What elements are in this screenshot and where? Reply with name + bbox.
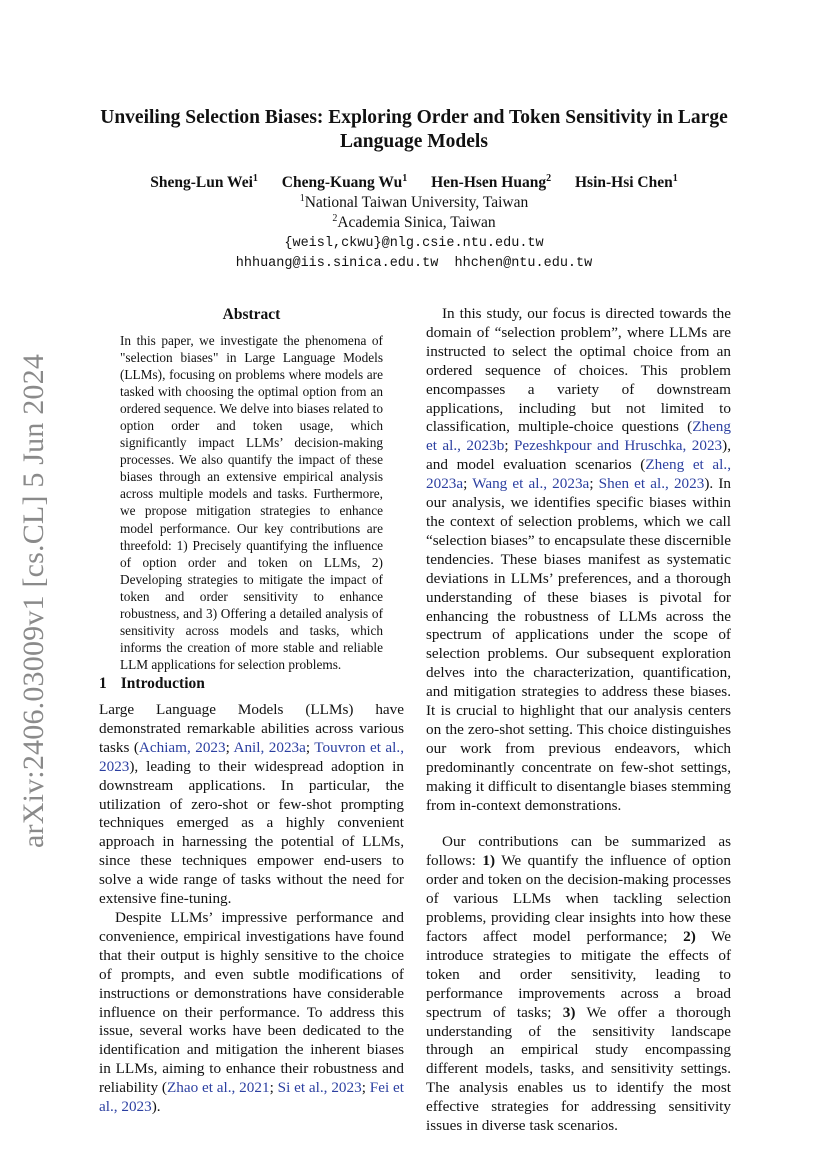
right-column-body bbox=[426, 305, 731, 1136]
author-list bbox=[80, 173, 748, 193]
citation-link[interactable]: Fei et al., 2023 bbox=[99, 1079, 404, 1116]
email: {weisl,ckwu}@nlg.csie.ntu.edu.tw bbox=[284, 236, 544, 251]
abstract-heading: Abstract bbox=[222, 306, 281, 323]
abstract-text: In this paper, we investigate the phenomena of "selection biases" in Large Language Models (LLMs), focusing on problems where models are tasked with choosing the optimal option from an ordered sequence. We delve into biases related to option order and token usage, which significantly impact LLMs’ decision-making processes. We also quantify the impact of these biases through an extensive empirical analysis across multiple models and tasks. Furthermore, we propose mitigation strategies to enhance model performance. Our key contributions are threefold: 1) Precisely quantifying the influence of option order and token on LLMs, 2) Developing strategies to mitigate the impact of token and order sensitivity to enhance robustness, and 3) Offering a detailed analysis of sensitivity across models and tasks, which informs the creation of more stable and reliable LLM applications for selection problems. bbox=[120, 333, 383, 672]
citation-link[interactable]: Zheng et al., 2023a bbox=[426, 456, 731, 493]
section-heading: 1 Introduction bbox=[99, 675, 205, 692]
paragraph: Despite LLMs’ impressive performance and convenience, empirical investigations have found that their output is highly sensitive to the choice of prompts, and even subtle modifications of instructions or demonstrations have considerable influence on their performance. To address this issue, several works have been dedicated to the identification and mitigation the inherent biases in LLMs, aiming to enhance their robustness and reliability (Zhao et al., 2021; Si et al., 2023; Fei et al., 2023). bbox=[99, 908, 404, 1116]
citation-link[interactable]: Zheng et al., 2023b bbox=[426, 418, 731, 455]
citation-link[interactable]: Si et al., 2023 bbox=[277, 1079, 362, 1097]
left-column-body bbox=[99, 701, 404, 1117]
email: hhhuang@iis.sinica.edu.tw hhchen@ntu.edu.tw bbox=[235, 256, 593, 271]
arxiv-identifier: arXiv:2406.03009v1 [cs.CL] 5 Jun 2024 bbox=[17, 353, 50, 848]
author: Hen-Hsen Huang$^2$ bbox=[431, 172, 552, 191]
author: Hsin-Hsi Chen$^1$ bbox=[574, 172, 678, 191]
affiliation: $^1$National Taiwan University, Taiwan bbox=[299, 192, 529, 211]
paragraph: Our contributions can be summarized as follows: 1) We quantify the influence of option order and token on the decision-making processes of various LLMs when tackling selection problems, providing clear insights into how these factors affect model performance; 2) We introduce strategies to mitigate the effects of token and order sensitivity, leading to performance improvements across a broad spectrum of tasks; 3) We offer a thorough understanding of the sensitivity landscape through an empirical study encompassing different models, tasks, and sensitivity settings. The analysis enables us to identify the most effective strategies for addressing sensitivity issues in diverse task scenarios. bbox=[426, 833, 731, 1135]
author: Sheng-Lun Wei$^1$ bbox=[150, 172, 258, 191]
citation-link[interactable]: Achiam, 2023 bbox=[138, 738, 226, 756]
paragraph: Large Language Models (LLMs) have demonstrated remarkable abilities across various tasks (Achiam, 2023; Anil, 2023a; Touvron et al., 2023), leading to their widespread adoption in downstream applications. In particular, the utilization of zero-shot or few-shot prompting techniques emerged as a highly convenient approach in harnessing the potential of LLMs, since these techniques empower end-users to solve a wide range of tasks without the need for extensive fine-tuning. bbox=[99, 701, 404, 908]
affiliation: $^2$Academia Sinica, Taiwan bbox=[332, 212, 496, 231]
citation-link[interactable]: Zhao et al., 2021 bbox=[166, 1079, 270, 1097]
citation-link[interactable]: Touvron et al., 2023 bbox=[99, 738, 404, 775]
citation-link[interactable]: Wang et al., 2023a bbox=[472, 475, 590, 493]
paper-title: Unveiling Selection Biases: Exploring Order and Token Sensitivity in Large Language Models bbox=[100, 107, 728, 152]
paragraph: In this study, our focus is directed towards the domain of “selection problem”, where LLMs are instructed to select the optimal choice from an ordered sequence of choices. This problem encompasses a variety of downstream applications, including but not limited to classification, multiple-choice questions (Zheng et al., 2023b; Pezeshkpour and Hruschka, 2023), and model evaluation scenarios (Zheng et al., 2023a; Wang et al., 2023a; Shen et al., 2023). In our analysis, we identifies specific biases within the context of selection problems, which we call “selection biases” to encapsulate these discernible tendencies. These biases manifest as systematic deviations in LLMs’ preferences, and a thorough understanding of these biases is pivotal for enhancing the robustness of LLMs across the spectrum of applications under the scope of selection problems. Our subsequent exploration delves into the characterization, quantification, and mitigation strategies to address these biases. It is crucial to highlight that our analysis centers on the zero-shot setting. This choice distinguishes our work from previous endeavors, which predominantly concentrate on few-shot settings, making it difficult to disentangle biases stemming from in-context demonstrations. bbox=[426, 305, 731, 814]
citation-link[interactable]: Shen et al., 2023 bbox=[598, 475, 705, 493]
citation-link[interactable]: Pezeshkpour and Hruschka, 2023 bbox=[513, 437, 723, 455]
author: Cheng-Kuang Wu$^1$ bbox=[281, 172, 408, 191]
citation-link[interactable]: Anil, 2023a bbox=[233, 738, 306, 756]
